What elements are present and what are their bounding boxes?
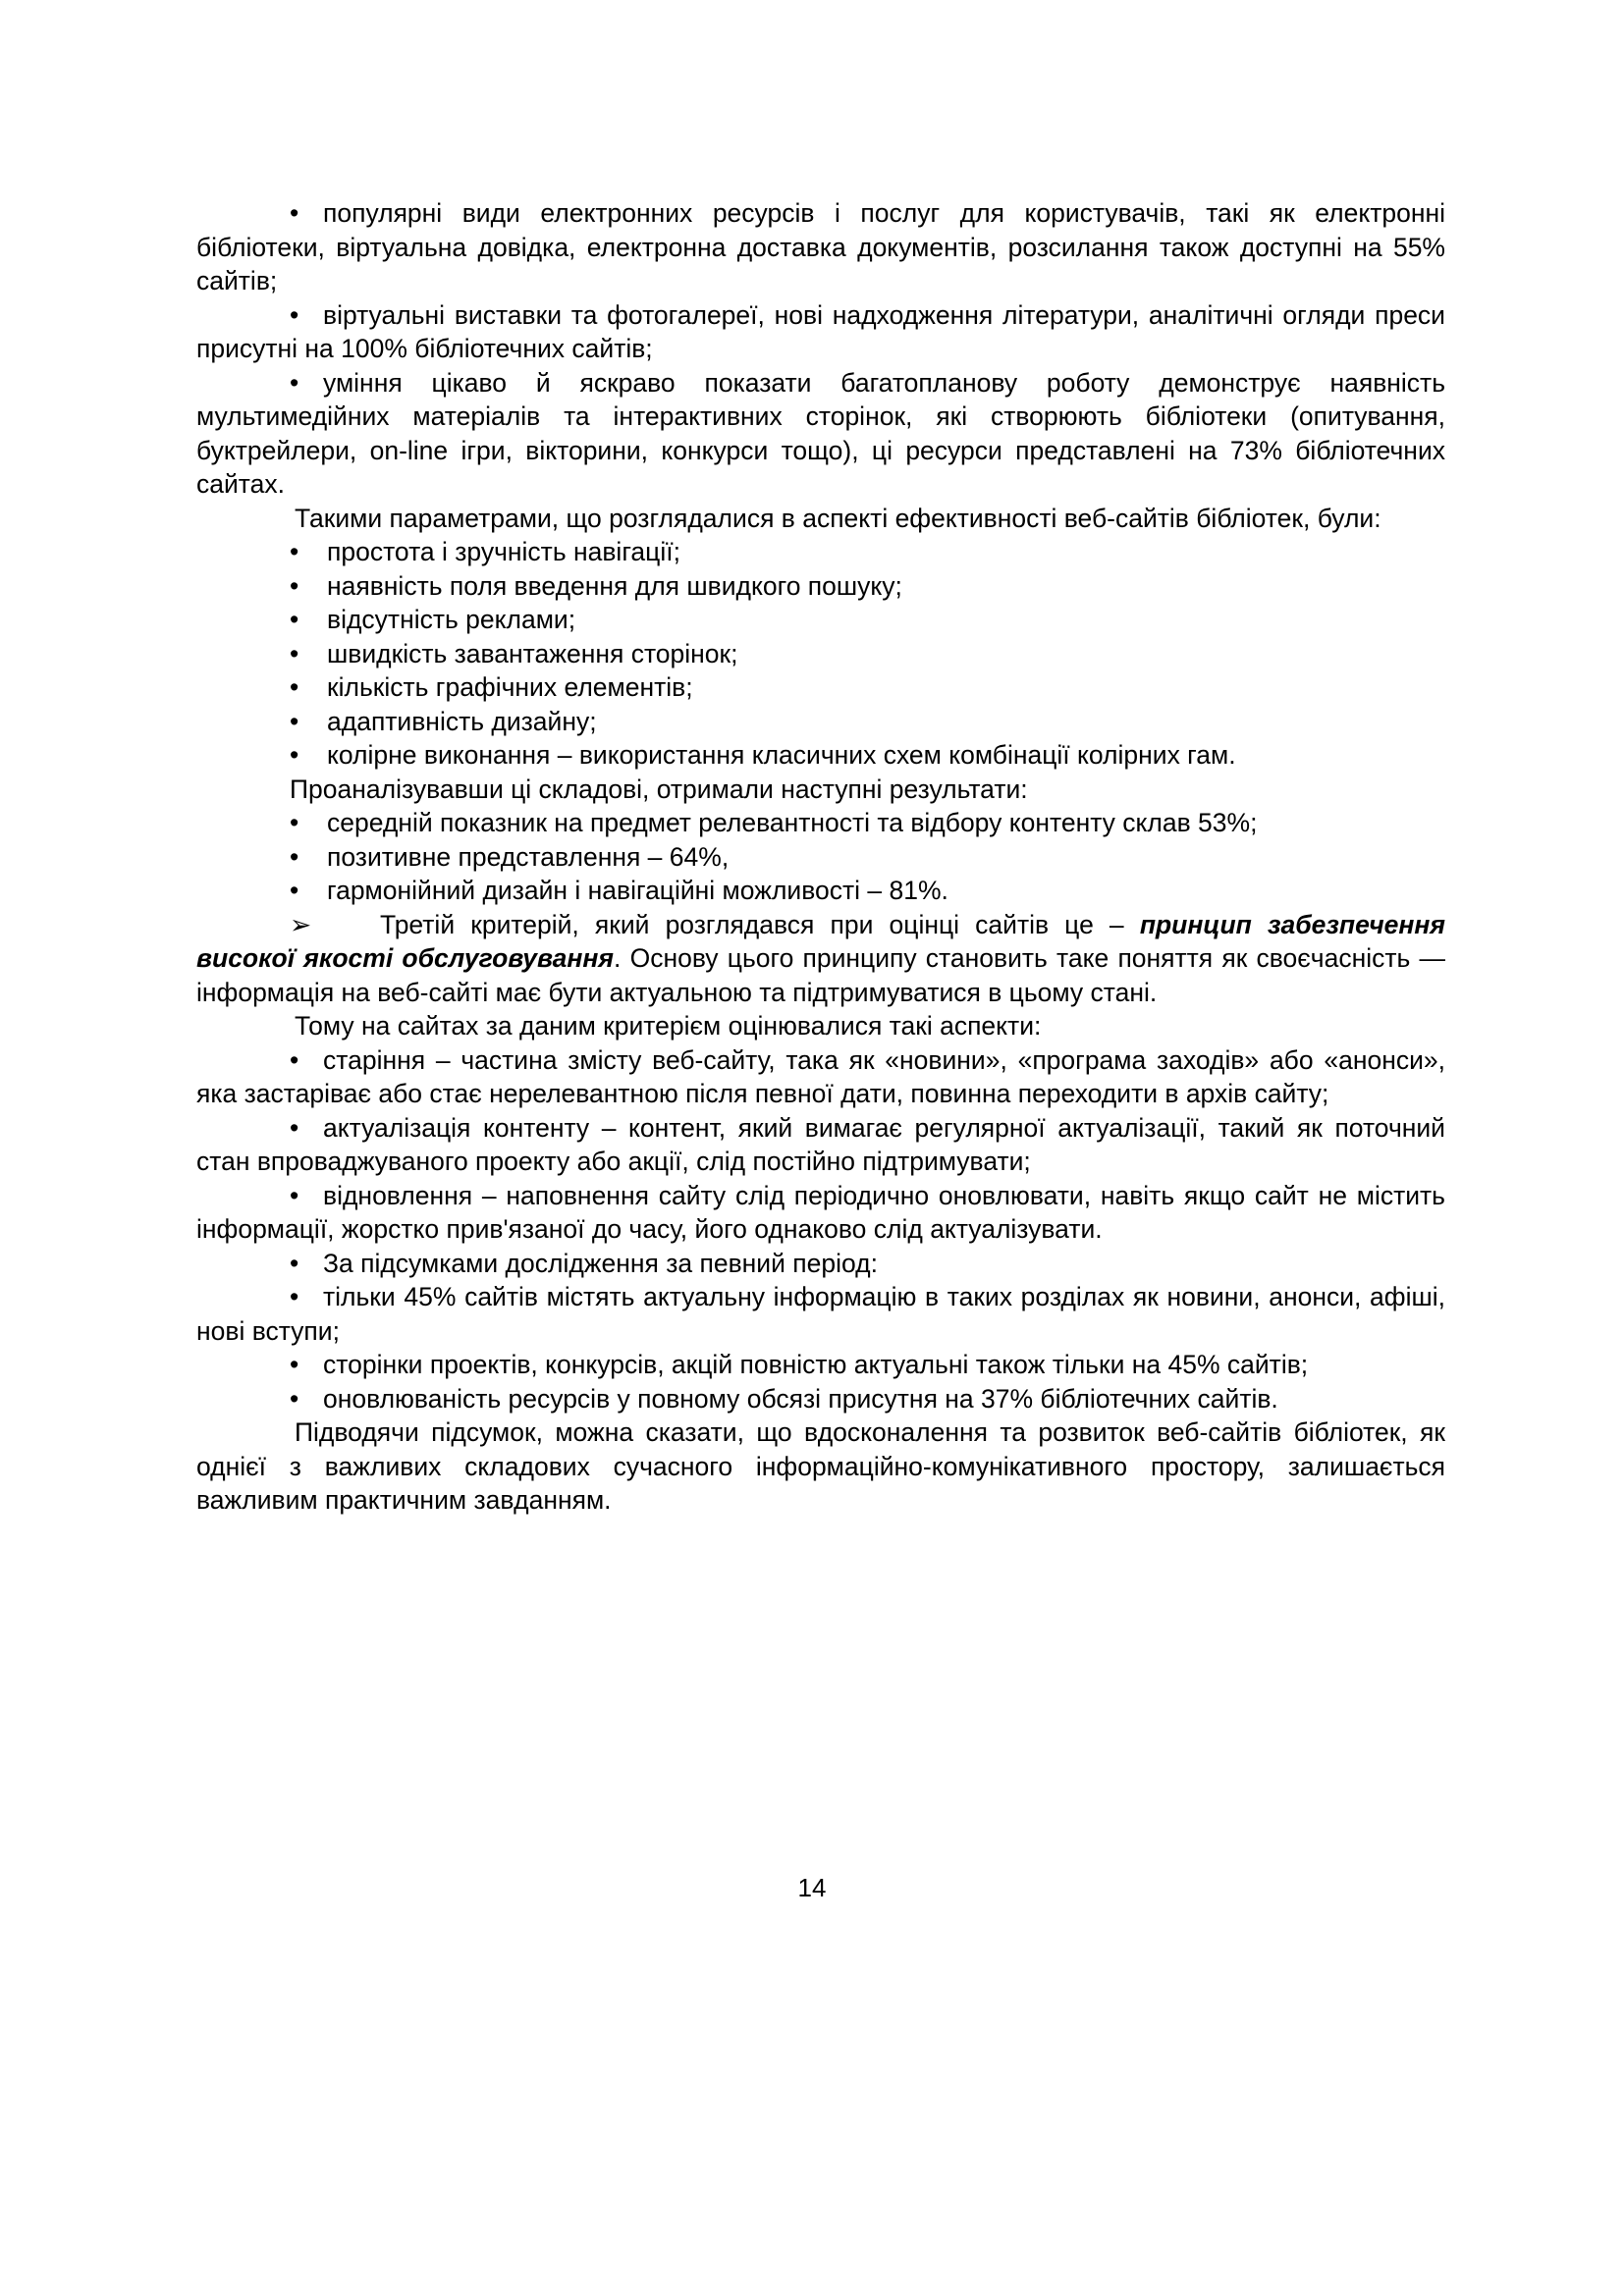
paragraph: Тому на сайтах за даним критерієм оцінювалися такі аспекти: <box>295 1011 1042 1041</box>
bullet-icon: • <box>290 706 299 736</box>
bullet-paragraph: • За підсумками дослідження за певний період: <box>196 1247 1445 1281</box>
bullet-icon: • <box>290 638 299 668</box>
list-item: • середній показник на предмет релевантності та відбору контенту склав 53%; <box>196 806 1445 840</box>
paragraph: Проаналізувавши ці складові, отримали наступні результати: <box>290 774 1028 804</box>
page-number: 14 <box>797 1873 827 1902</box>
list-item: • швидкість завантаження сторінок; <box>196 637 1445 671</box>
list-item: • простота і зручність навігації; <box>196 535 1445 569</box>
bullet-icon: • <box>290 1112 299 1143</box>
bullet-icon: • <box>290 740 299 770</box>
bullet-icon: • <box>290 570 299 601</box>
emphasis-text: принцип забезпечення високої якості обслуговування <box>196 909 1446 973</box>
bullet-paragraph: • сторінки проектів, конкурсів, акцій повністю актуальні також тільки на 45% сайтів; <box>196 1348 1445 1382</box>
conclusion-paragraph: Підводячи підсумок, можна сказати, що вдосконалення та розвиток веб-сайтів бібліотек, як однієї з важливих складових сучасного інформаційно-комунікативного простору, залишається важливим практичним завданням. <box>196 1417 1445 1515</box>
bullet-icon: • <box>290 876 299 905</box>
arrow-paragraph: ➢ Третій критерій, який розглядався при оцінці сайтів це – принцип забезпечення високої якості обслуговування. Основу цього принципу становить таке поняття як своєчасність — інформація на веб-сайті має бути актуальною та підтримуватися в цьому стані. <box>196 909 1446 1007</box>
list-item: • відсутність реклами; <box>196 603 1445 637</box>
bullet-icon: • <box>290 367 299 398</box>
bullet-icon: • <box>290 1383 299 1414</box>
paragraph: Такими параметрами, що розглядалися в аспекті ефективності веб-сайтів бібліотек, були: <box>295 503 1381 533</box>
bullet-paragraph: • актуалізація контенту – контент, який вимагає регулярної актуалізації, такий як поточний стан впроваджуваного проекту або акції, слід постійно підтримувати; <box>196 1112 1445 1176</box>
bullet-icon: • <box>290 1248 299 1278</box>
bullet-icon: • <box>290 1350 299 1379</box>
page-body <box>196 196 1445 1518</box>
bullet-icon: • <box>290 1180 299 1210</box>
list-item: • наявність поля введення для швидкого пошуку; <box>196 569 1445 604</box>
list-item: • адаптивність дизайну; <box>196 705 1445 739</box>
bullet-paragraph: • популярні види електронних ресурсів і послуг для користувачів, такі як електронні бібліотеки, віртуальна довідка, електронна доставка документів, розсилання також доступні на 55% сайтів; <box>196 198 1445 295</box>
list-item: • гармонійний дизайн і навігаційні можливості – 81%. <box>196 874 1445 908</box>
bullet-icon: • <box>290 841 299 872</box>
arrow-bullet-icon: ➢ <box>290 909 312 939</box>
bullet-icon: • <box>290 299 299 330</box>
list-item: • кількість графічних елементів; <box>196 670 1445 705</box>
list-item: • колірне виконання – використання класичних схем комбінації колірних гам. <box>196 738 1445 773</box>
bullet-icon: • <box>290 198 299 228</box>
list-item: • позитивне представлення – 64%, <box>196 840 1445 875</box>
bullet-paragraph: • старіння – частина змісту веб-сайту, така як «новини», «програма заходів» або «анонси», яка застаріває або стає нерелевантною після певної дати, повинна переходити в архів сайту; <box>196 1044 1445 1108</box>
bullet-paragraph: • уміння цікаво й яскраво показати багатопланову роботу демонструє наявність мультимедійних матеріалів та інтерактивних сторінок, які створюють бібліотеки (опитування, буктрейлери, on-line ігри, вікторини, конкурси тощо), ці ресурси представлені на 73% бібліотечних сайтах. <box>196 367 1445 499</box>
bullet-icon: • <box>290 1282 299 1311</box>
bullet-paragraph: • оновлюваність ресурсів у повному обсязі присутня на 37% бібліотечних сайтів. <box>196 1382 1445 1416</box>
bullet-icon: • <box>290 808 299 837</box>
bullet-icon: • <box>290 605 299 634</box>
bullet-paragraph: • тільки 45% сайтів містять актуальну інформацію в таких розділах як новини, анонси, афіші, нові вступи; <box>196 1282 1445 1346</box>
bullet-icon: • <box>290 537 299 566</box>
bullet-icon: • <box>290 672 299 702</box>
bullet-icon: • <box>290 1044 299 1075</box>
bullet-paragraph: • віртуальні виставки та фотогалереї, нові надходження літератури, аналітичні огляди преси присутні на 100% бібліотечних сайтів; <box>196 299 1445 363</box>
bullet-paragraph: • відновлення – наповнення сайту слід періодично оновлювати, навіть якщо сайт не містить інформації, жорстко прив'язаної до часу, його однаково слід актуалізувати. <box>196 1180 1445 1244</box>
